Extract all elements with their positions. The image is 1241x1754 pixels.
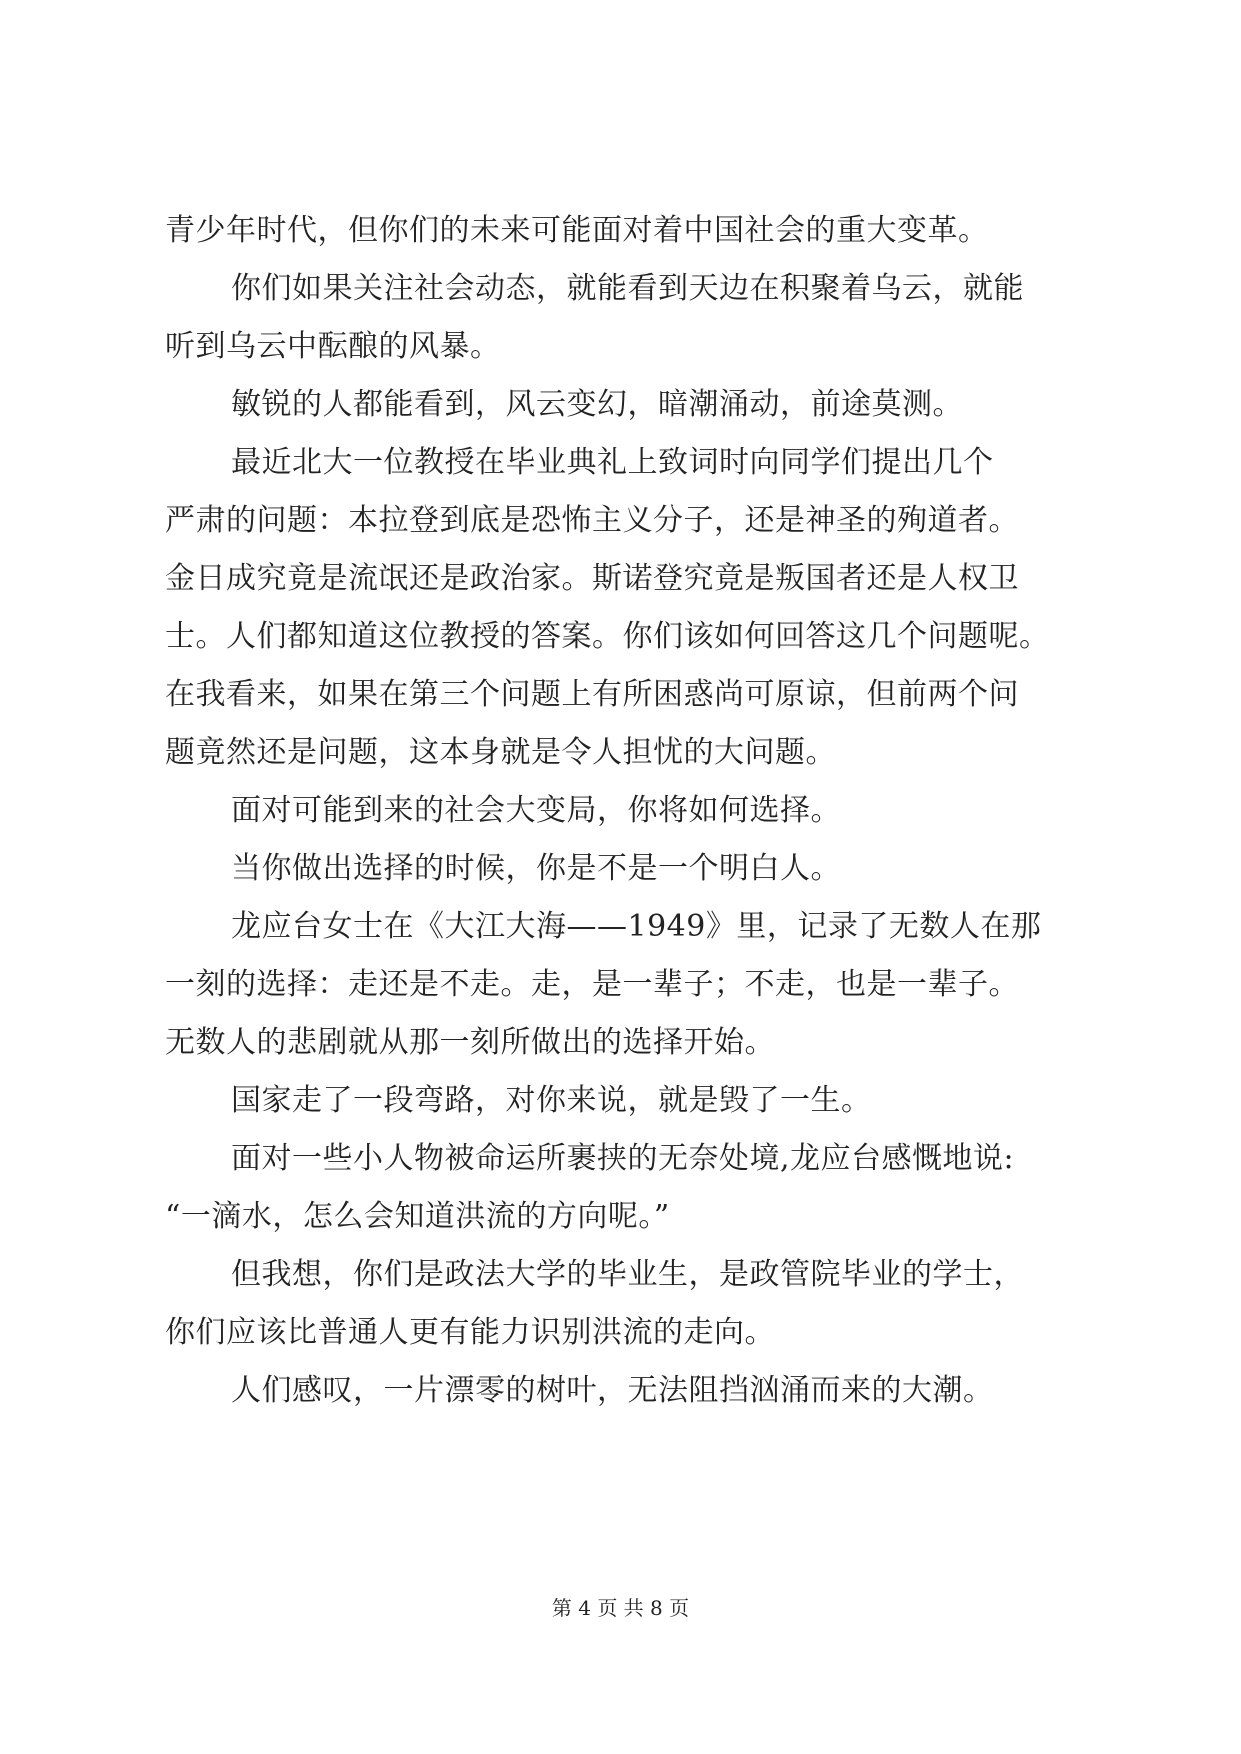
text-line: 敏锐的人都能看到，风云变幻，暗潮涌动，前途莫测。 <box>231 387 963 422</box>
body-text <box>165 202 1077 1420</box>
text-line: 你们如果关注社会动态，就能看到天边在积聚着乌云，就能 <box>231 271 1024 306</box>
text-line: 金日成究竟是流氓还是政治家。斯诺登究竟是叛国者还是人权卫 <box>165 561 1019 596</box>
text-line: 最近北大一位教授在毕业典礼上致词时向同学们提出几个 <box>231 445 994 480</box>
text-line: 士。人们都知道这位教授的答案。你们该如何回答这几个问题呢。 <box>165 619 1050 654</box>
text-line: 无数人的悲剧就从那一刻所做出的选择开始。 <box>165 1025 775 1060</box>
text-line: 面对一些小人物被命运所裹挟的无奈处境,龙应台感慨地说: <box>231 1141 1015 1176</box>
text-line: 龙应台女士在《大江大海——1949》里，记录了无数人在那 <box>231 909 1042 944</box>
text-line: 面对可能到来的社会大变局，你将如何选择。 <box>231 793 841 828</box>
text-line: 你们应该比普通人更有能力识别洪流的走向。 <box>165 1315 775 1350</box>
text-line: 严肃的问题：本拉登到底是恐怖主义分子，还是神圣的殉道者。 <box>165 503 1019 538</box>
text-line: 当你做出选择的时候，你是不是一个明白人。 <box>231 851 841 886</box>
text-line: “一滴水，怎么会知道洪流的方向呢。” <box>165 1199 670 1234</box>
text-line: 人们感叹，一片漂零的树叶，无法阻挡汹涌而来的大潮。 <box>231 1373 994 1408</box>
text-line: 但我想，你们是政法大学的毕业生，是政管院毕业的学士， <box>231 1257 1024 1292</box>
page-number-footer: 第 4 页 共 8 页 <box>551 1596 690 1620</box>
text-line: 题竟然还是问题，这本身就是令人担忧的大问题。 <box>165 735 836 770</box>
text-line: 听到乌云中酝酿的风暴。 <box>165 329 501 364</box>
text-line: 在我看来，如果在第三个问题上有所困惑尚可原谅，但前两个问 <box>165 677 1019 712</box>
text-line: 一刻的选择：走还是不走。走，是一辈子；不走，也是一辈子。 <box>165 967 1019 1002</box>
text-line: 国家走了一段弯路，对你来说，就是毁了一生。 <box>231 1083 872 1118</box>
text-line: 青少年时代，但你们的未来可能面对着中国社会的重大变革。 <box>165 213 989 248</box>
